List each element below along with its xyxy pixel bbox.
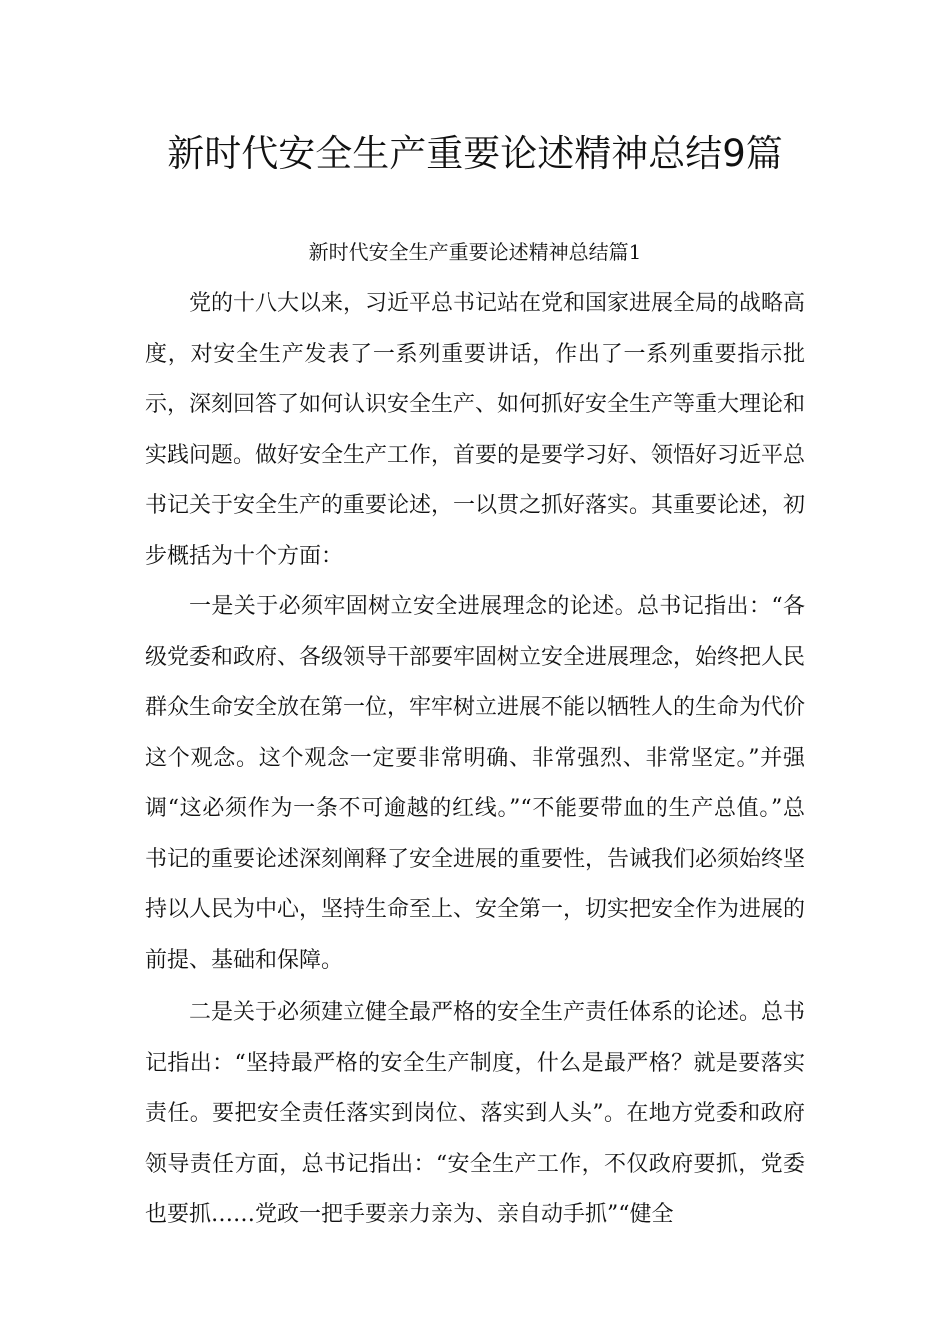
section-title: 新时代安全生产重要论述精神总结篇1 (308, 240, 642, 264)
paragraph-intro: 党的十八大以来，习近平总书记站在党和国家进展全局的战略高度，对安全生产发表了一系列重要讲话，作出了一系列重要指示批示，深刻回答了如何认识安全生产、如何抓好安全生产等重大理论和实践问题。做好安全生产工作，首要的是要学习好、领悟好习近平总书记关于安全生产的重要论述，一以贯之抓好落实。其重要论述，初步概括为十个方面： (145, 291, 806, 569)
paragraph-point-two: 二是关于必须建立健全最严格的安全生产责任体系的论述。总书记指出：“坚持最严格的安全生产制度，什么是最严格？就是要落实责任。要把安全责任落实到岗位、落实到人头”。在地方党委和政府领导责任方面，总书记指出：“安全生产工作，不仅政府要抓，党委也要抓……党政一把手要亲力亲为、亲自动手抓”“健全 (145, 1000, 806, 1227)
document-body (145, 279, 805, 1241)
document-title: 新时代安全生产重要论述精神总结9篇 (167, 132, 783, 175)
paragraph-point-one: 一是关于必须牢固树立安全进展理念的论述。总书记指出：“各级党委和政府、各级领导干部要牢固树立安全进展理念，始终把人民群众生命安全放在第一位，牢牢树立进展不能以牺牲人的生命为代价这个观念。这个观念一定要非常明确、非常强烈、非常坚定。”并强调“这必须作为一条不可逾越的红线。”“不能要带血的生产总值。”总书记的重要论述深刻阐释了安全进展的重要性，告诫我们必须始终坚持以人民为中心，坚持生命至上、安全第一，切实把安全作为进展的前提、基础和保障。 (145, 594, 806, 973)
